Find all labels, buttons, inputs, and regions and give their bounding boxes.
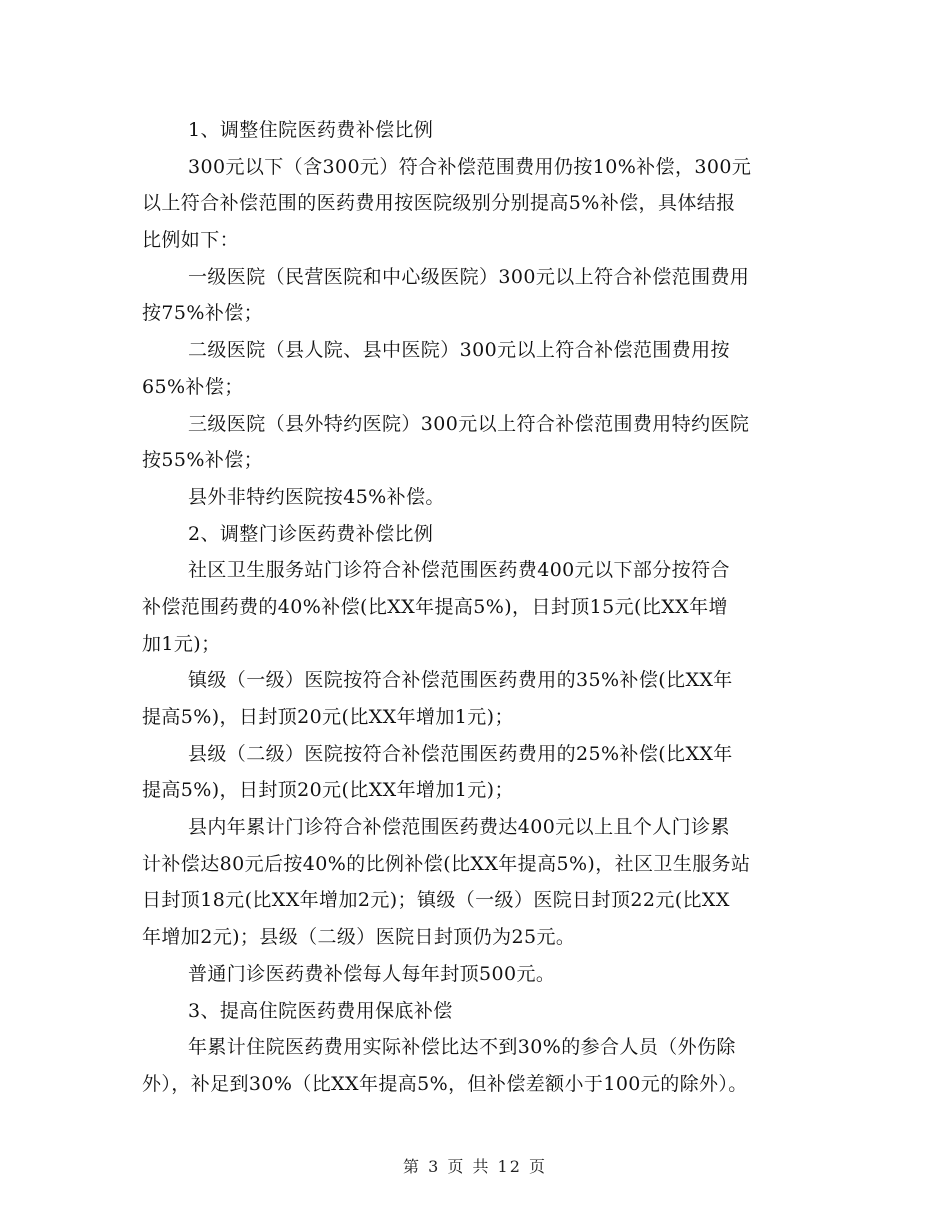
paragraph-line: 普通门诊医药费补偿每人每年封顶500元。 <box>188 962 556 985</box>
paragraph-line: 加1元)； <box>142 632 221 655</box>
paragraph-line: 计补偿达80元后按40%的比例补偿(比XX年提高5%)，社区卫生服务站 <box>142 852 751 875</box>
paragraph-line: 县外非特约医院按45%补偿。 <box>188 485 445 508</box>
paragraph-line: 补偿范围药费的40%补偿(比XX年提高5%)，日封顶15元(比XX年增 <box>142 595 728 618</box>
document-body <box>142 112 822 1103</box>
paragraph-line: 300元以下（含300元）符合补偿范围费用仍按10%补偿，300元 <box>188 155 752 178</box>
paragraph-line: 县内年累计门诊符合补偿范围医药费达400元以上且个人门诊累 <box>188 816 730 839</box>
section-heading-1: 1、调整住院医药费补偿比例 <box>188 119 434 141</box>
paragraph-line: 社区卫生服务站门诊符合补偿范围医药费400元以下部分按符合 <box>188 559 730 582</box>
paragraph-line: 年增加2元)；县级（二级）医院日封顶仍为25元。 <box>142 926 576 949</box>
paragraph-line: 65%补偿； <box>142 375 244 398</box>
paragraph-line: 二级医院（县人院、县中医院）300元以上符合补偿范围费用按 <box>188 339 730 362</box>
page-number-footer: 第 3 页 共 12 页 <box>403 1157 547 1176</box>
paragraph-line: 比例如下： <box>142 229 240 252</box>
paragraph-line: 三级医院（县外特约医院）300元以上符合补偿范围费用特约医院 <box>188 412 750 435</box>
paragraph-line: 提高5%)，日封顶20元(比XX年增加1元)； <box>142 779 514 802</box>
paragraph-line: 县级（二级）医院按符合补偿范围医药费用的25%补偿(比XX年 <box>188 742 733 765</box>
paragraph-line: 日封顶18元(比XX年增加2元)；镇级（一级）医院日封顶22元(比XX <box>142 889 730 912</box>
paragraph-line: 外），补足到30%（比XX年提高5%，但补偿差额小于100元的除外）。 <box>142 1072 748 1095</box>
section-heading-2: 2、调整门诊医药费补偿比例 <box>188 522 434 545</box>
paragraph-line: 以上符合补偿范围的医药费用按医院级别分别提高5%补偿，具体结报 <box>142 192 736 215</box>
section-heading-3: 3、提高住院医药费用保底补偿 <box>188 999 453 1022</box>
paragraph-line: 一级医院（民营医院和中心级医院）300元以上符合补偿范围费用 <box>188 265 750 288</box>
paragraph-line: 年累计住院医药费用实际补偿比达不到30%的参合人员（外伤除 <box>188 1036 736 1059</box>
paragraph-line: 镇级（一级）医院按符合补偿范围医药费用的35%补偿(比XX年 <box>188 669 733 692</box>
paragraph-line: 提高5%)，日封顶20元(比XX年增加1元)； <box>142 706 514 728</box>
paragraph-line: 按75%补偿； <box>142 302 264 325</box>
paragraph-line: 按55%补偿； <box>142 449 264 472</box>
